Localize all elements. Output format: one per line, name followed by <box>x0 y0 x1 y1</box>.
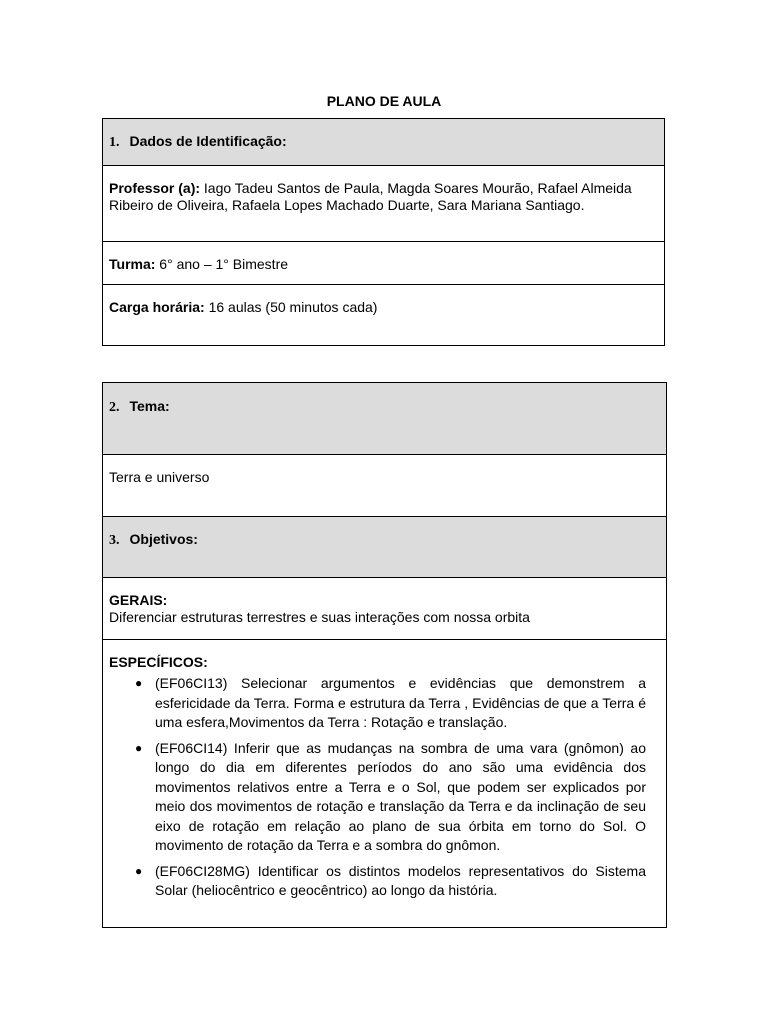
objective-text: (EF06CI14) Inferir que as mudanças na sombra de uma vara (gnômon) ao longo do dia em diferentes períodos do ano são uma evidência dos movimentos relativos entre a Terra e o Sol, que podem ser explicados por meio dos movimentos de rotação e translação da Terra e da inclinação de seu eixo de rotação em relação ao plano de sua órbita em torno do Sol. O movimento de rotação da Terra e a sombra do gnômon. <box>155 739 646 853</box>
section-3-header <box>103 517 667 578</box>
list-item <box>109 674 660 733</box>
carga-horaria-value: 16 aulas (50 minutos cada) <box>204 299 378 315</box>
professor-cell <box>103 166 665 242</box>
section-1-number: 1. <box>109 135 120 150</box>
gerais-value: Diferenciar estruturas terrestres e suas interações com nossa orbita <box>109 609 530 625</box>
carga-horaria-cell <box>103 285 665 346</box>
bullet-icon: ● <box>135 863 143 878</box>
turma-label: Turma: <box>109 256 156 272</box>
bullet-icon: ● <box>135 676 143 690</box>
section-3-heading: Objetivos: <box>129 531 198 547</box>
section-2-header <box>103 383 667 455</box>
theme-objectives-table <box>102 382 667 928</box>
professor-value: Iago Tadeu Santos de Paula, Magda Soares Mourão, Rafael Almeida Ribeiro de Oliveira, Rafaela Lopes Machado Duarte, Sara Mariana Santiago. <box>109 180 632 213</box>
especificos-label: ESPECÍFICOS: <box>109 654 208 670</box>
gerais-label: GERAIS: <box>109 592 168 608</box>
identification-table <box>102 118 665 346</box>
document-title: PLANO DE AULA <box>326 93 442 109</box>
objective-text: (EF06CI28MG) Identificar os distintos modelos representativos do Sistema Solar (heliocêntrico e geocêntrico) ao longo da história. <box>155 862 646 898</box>
section-2-heading: Tema: <box>129 398 170 414</box>
list-item <box>109 739 660 856</box>
section-2-number: 2. <box>109 400 120 415</box>
tema-value: Terra e universo <box>109 469 210 485</box>
bullet-icon: ● <box>135 740 143 755</box>
section-3-number: 3. <box>109 533 120 548</box>
professor-label: Professor (a): <box>109 180 201 196</box>
especificos-cell <box>103 640 667 928</box>
objective-text: (EF06CI13) Selecionar argumentos e evidências que demonstrem a esfericidade da Terra. Forma e estrutura da Terra , Evidências de que a Terra é uma esfera,Movimentos da Terra : Rotação e translação. <box>155 675 646 730</box>
list-item <box>109 862 660 901</box>
tema-cell <box>103 455 667 517</box>
turma-value: 6° ano – 1° Bimestre <box>155 256 289 272</box>
carga-horaria-label: Carga horária: <box>109 299 205 315</box>
turma-cell <box>103 242 665 285</box>
section-1-header <box>103 119 665 166</box>
especificos-list <box>109 674 660 901</box>
gerais-cell <box>103 578 667 640</box>
section-1-heading: Dados de Identificação: <box>129 133 287 149</box>
